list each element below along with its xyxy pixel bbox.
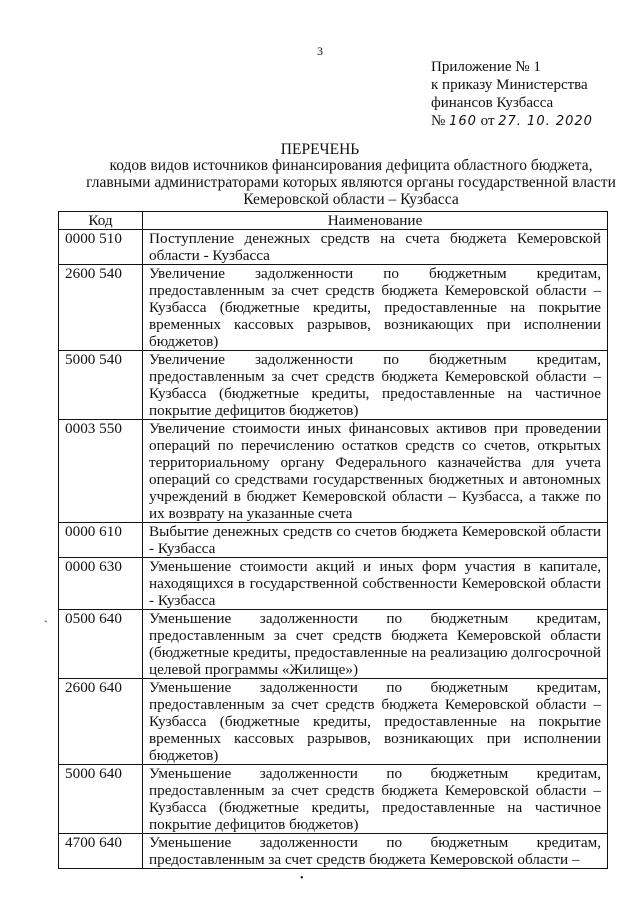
scan-mark: • [300,873,304,884]
subtitle-line: главными администраторами которых являются органы государственной власти [86,174,616,191]
order-from: от [480,113,495,129]
table-row [59,679,608,765]
code-cell: 2600 540 [59,265,143,351]
subtitle-line: Кемеровской области – Кузбасса [243,191,459,208]
document-subtitle [64,157,638,208]
code-cell: 0003 550 [59,420,143,523]
name-cell: Поступление денежных средств на счета бюджета Кемеровской области - Кузбасса [143,230,608,265]
order-date: 27. 10. 2020 [498,114,593,129]
code-cell: 0000 630 [59,558,143,610]
scan-mark: ˋ [44,618,48,632]
name-cell: Уменьшение задолженности по бюджетным кредитам, предоставленным за счет средств бюджета Кемеровской области (бюджетные кредиты, предоставленные на реализацию долгосрочной целевой программы «Жилище») [143,610,608,679]
code-cell: 0000 610 [59,523,143,558]
appendix-block [431,58,593,131]
name-cell: Уменьшение задолженности по бюджетным кредитам, предоставленным за счет средств бюджета Кемеровской области – [143,834,608,869]
name-cell: Увеличение задолженности по бюджетным кредитам, предоставленным за счет средств бюджета Кемеровской области – Кузбасса (бюджетные кредиты, предоставленные на частичное покрытие дефицитов бюджетов) [143,351,608,420]
table-row [59,765,608,834]
appendix-line: Приложение № 1 [431,59,541,75]
table-row [59,230,608,265]
table-row [59,420,608,523]
order-line [431,112,593,131]
code-cell: 4700 640 [59,834,143,869]
table-row [59,834,608,869]
name-cell: Уменьшение задолженности по бюджетным кредитам, предоставленным за счет средств бюджета Кемеровской области – Кузбасса (бюджетные кредиты, предоставленные на покрытие временных кассовых разрывов, возникающих при исполнении бюджетов) [143,679,608,765]
table-row [59,351,608,420]
name-cell: Уменьшение стоимости акций и иных форм участия в капитале, находящихся в государственной собственности Кемеровской области - Кузбасса [143,558,608,610]
table-row [59,523,608,558]
name-cell: Увеличение задолженности по бюджетным кредитам, предоставленным за счет средств бюджета Кемеровской области – Кузбасса (бюджетные кредиты, предоставленные на покрытие временных кассовых разрывов, возникающих при исполнении бюджетов) [143,265,608,351]
table-row [59,558,608,610]
table-header-row [59,212,608,230]
code-cell: 5000 540 [59,351,143,420]
page-number: 3 [317,44,323,58]
order-number: 160 [449,114,477,129]
document-title: ПЕРЕЧЕНЬ [280,141,360,158]
column-header-code: Код [59,212,143,230]
order-prefix: № [431,113,446,129]
column-header-name: Наименование [143,212,608,230]
appendix-line: к приказу Министерства [431,77,588,93]
name-cell: Выбытие денежных средств со счетов бюджета Кемеровской области - Кузбасса [143,523,608,558]
name-cell: Увеличение стоимости иных финансовых активов при проведении операций по перечислению остатков средств со счетов, открытых территориальному органу Федерального казначейства для учета операций со средствами государственных бюджетных и автономных учреждений в бюджет Кемеровской области – Кузбасса, а также по их возврату на указанные счета [143,420,608,523]
appendix-line: финансов Кузбасса [431,95,554,111]
table-row [59,610,608,679]
table-row [59,265,608,351]
code-cell: 0500 640 [59,610,143,679]
code-cell: 0000 510 [59,230,143,265]
subtitle-line: кодов видов источников финансирования дефицита областного бюджета, [109,157,593,174]
code-cell: 5000 640 [59,765,143,834]
codes-table [58,211,608,869]
name-cell: Уменьшение задолженности по бюджетным кредитам, предоставленным за счет средств бюджета Кемеровской области – Кузбасса (бюджетные кредиты, предоставленные на частичное покрытие дефицитов бюджетов) [143,765,608,834]
code-cell: 2600 640 [59,679,143,765]
